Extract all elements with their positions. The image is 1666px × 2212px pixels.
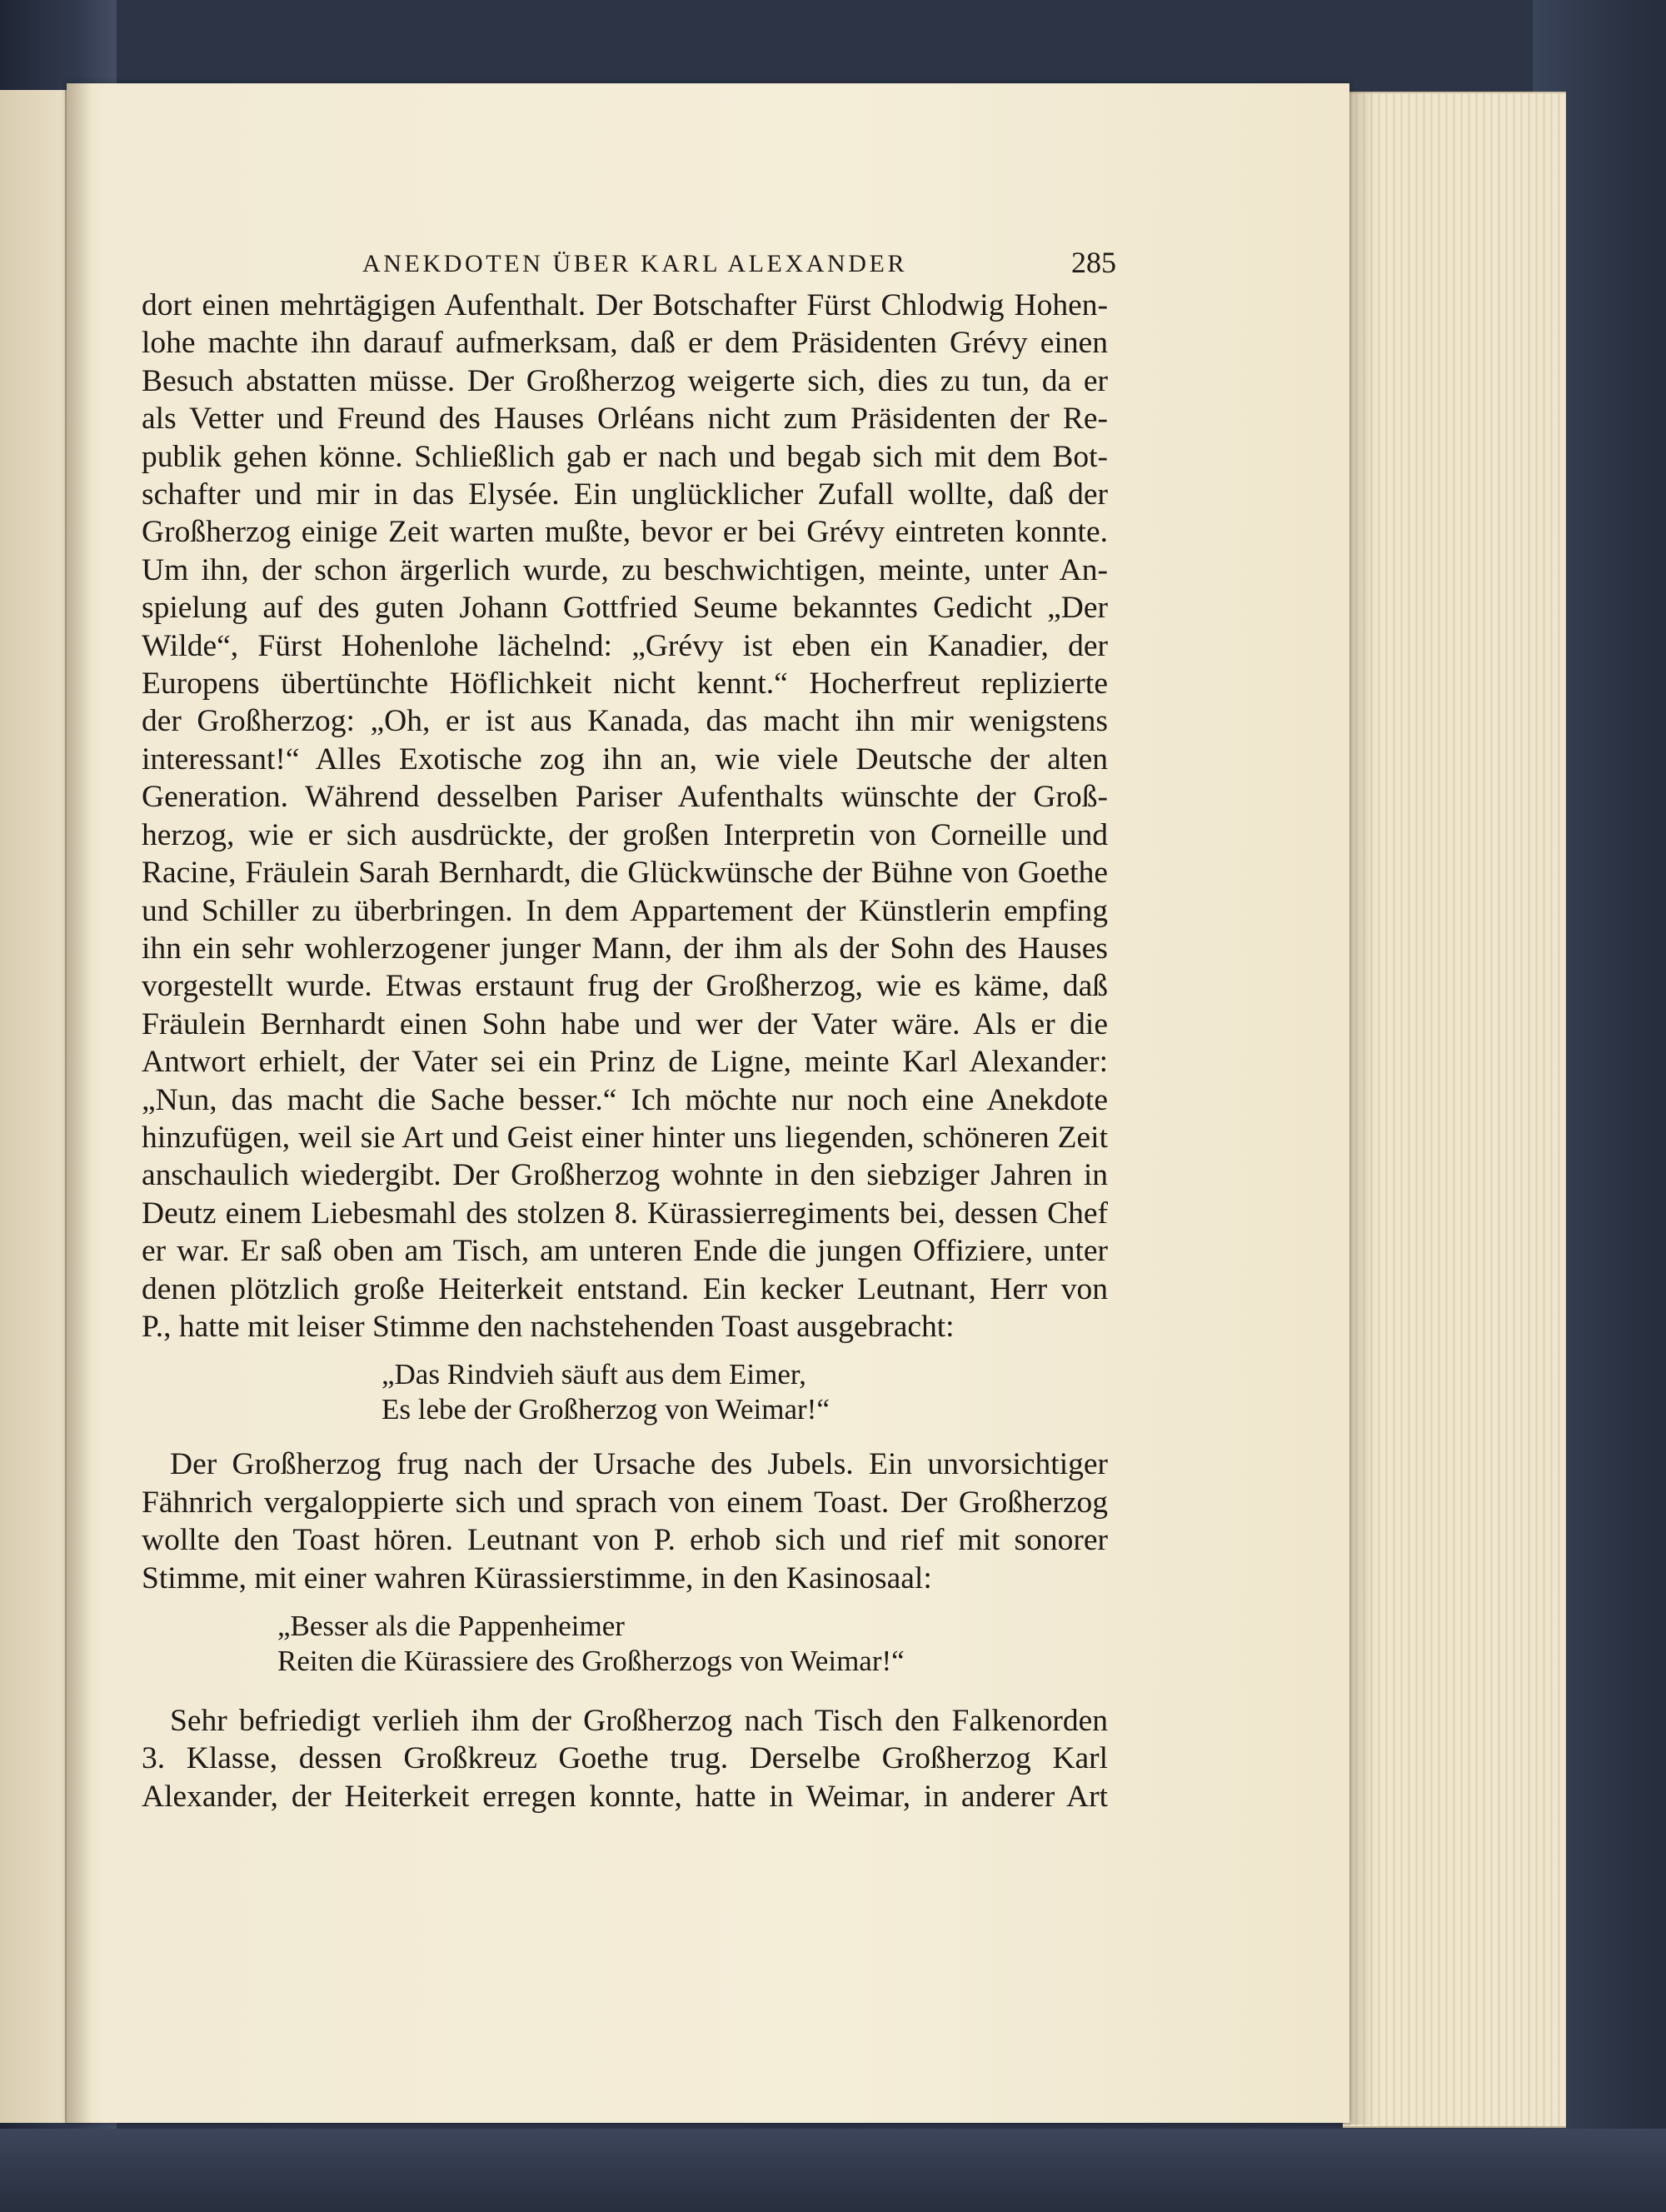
verse-2-line: Reiten die Kürassiere des Großherzogs von Weimar!“ — [277, 1645, 905, 1677]
paragraph-2-line: Stimme, mit einer wahren Kürassierstimme, in den Kasinosaal: — [142, 1560, 932, 1595]
paragraph-1-line: dort einen mehrtägigen Aufenthalt. Der Botschafter Fürst Chlodwig Hohen- — [142, 288, 1108, 322]
paragraph-1-line: lohe machte ihn darauf aufmerksam, daß er dem Präsidenten Grévy einen — [142, 326, 1108, 361]
paragraph-1-line: vorgestellt wurde. Etwas erstaunt frug der Großherzog, wie es käme, daß — [142, 969, 1108, 1004]
paragraph-1-line: spielung auf des guten Johann Gottfried Seume bekanntes Gedicht „Der — [142, 591, 1108, 626]
paragraph-1-line: Wilde“, Fürst Hohenlohe lächelnd: „Grévy ist eben ein Kanadier, der — [142, 628, 1108, 663]
paragraph-2-line: wollte den Toast hören. Leutnant von P. erhob sich und rief mit sonorer — [142, 1523, 1108, 1558]
paragraph-1-line: hinzufügen, weil sie Art und Geist einer hinter uns liegenden, schöneren Zeit — [142, 1120, 1108, 1155]
paragraph-1-line: herzog, wie er sich ausdrückte, der großen Interpretin von Corneille und — [142, 817, 1108, 852]
paragraph-1-line: Besuch abstatten müsse. Der Großherzog weigerte sich, dies zu tun, da er — [142, 363, 1108, 398]
paragraph-1-line: Generation. Während desselben Pariser Aufenthalts wünschte der Groß- — [142, 780, 1108, 815]
paragraph-3-line: 3. Klasse, dessen Großkreuz Goethe trug. Derselbe Großherzog Karl — [142, 1741, 1108, 1776]
verse-toast-1 — [142, 1357, 1108, 1427]
paragraph-1-line: er war. Er saß oben am Tisch, am unteren Ende die jungen Offiziere, unter — [142, 1234, 1108, 1269]
paragraph-1-line: denen plötzlich große Heiterkeit entstand. Ein kecker Leutnant, Herr von — [142, 1271, 1108, 1306]
paragraph-1-line: schafter und mir in das Elysée. Ein unglücklicher Zufall wollte, daß der — [142, 477, 1108, 512]
page-number: 285 — [1071, 246, 1116, 279]
page-gutter-shadow — [67, 83, 92, 2123]
paragraph-1-line: als Vetter und Freund des Hauses Orléans nicht zum Präsidenten der Re- — [142, 402, 1108, 437]
page-content — [142, 243, 1116, 1815]
paragraph-1-line: „Nun, das macht die Sache besser.“ Ich möchte nur noch eine Anekdote — [142, 1082, 1108, 1117]
paragraph-3-line: Sehr befriedigt verlieh ihm der Großherzog nach Tisch den Falkenorden — [170, 1704, 1108, 1738]
paragraph-2-line: Fähnrich vergaloppierte sich und sprach von einem Toast. Der Großherzog — [142, 1485, 1108, 1520]
book-cover-bottom — [0, 2129, 1666, 2212]
paragraph-1-line: und Schiller zu überbringen. In dem Appartement der Künstlerin empfing — [142, 893, 1108, 928]
paragraph-1-line: ihn ein sehr wohlerzogener junger Mann, der ihm als der Sohn des Hauses — [142, 931, 1108, 966]
facing-page-edge — [0, 90, 67, 2123]
paragraph-2-line: Der Großherzog frug nach der Ursache des Jubels. Ein unvorsichtiger — [170, 1447, 1108, 1482]
paragraph-1 — [142, 287, 1108, 1346]
running-head-title: ANEKDOTEN ÜBER KARL ALEXANDER — [362, 250, 908, 277]
paragraph-1-line: Um ihn, der schon ärgerlich wurde, zu beschwichtigen, meinte, unter An- — [142, 552, 1108, 587]
paragraph-1-line: anschaulich wiedergibt. Der Großherzog wohnte in den siebziger Jahren in — [142, 1158, 1108, 1193]
page-stack-edges — [1343, 92, 1566, 2128]
paragraph-2 — [142, 1446, 1108, 1597]
paragraph-3 — [142, 1702, 1108, 1815]
verse-1-line: Es lebe der Großherzog von Weimar!“ — [382, 1393, 830, 1426]
verse-1-line: „Das Rindvieh säuft aus dem Eimer, — [382, 1358, 806, 1391]
paragraph-1-line: publik gehen könne. Schließlich gab er nach und begab sich mit dem Bot- — [142, 439, 1108, 474]
paragraph-1-line: P., hatte mit leiser Stimme den nachstehenden Toast ausgebracht: — [142, 1309, 955, 1344]
verse-2-line: „Besser als die Pappenheimer — [277, 1610, 625, 1642]
paragraph-1-line: der Großherzog: „Oh, er ist aus Kanada, das macht ihn mir wenigstens — [142, 704, 1108, 739]
paragraph-1-line: interessant!“ Alles Exotische zog ihn an, wie viele Deutsche der alten — [142, 741, 1108, 776]
paragraph-1-line: Antwort erhielt, der Vater sei ein Prinz de Ligne, meinte Karl Alexander: — [142, 1045, 1108, 1080]
paragraph-1-line: Großherzog einige Zeit warten mußte, bevor er bei Grévy eintreten konnte. — [142, 515, 1108, 550]
running-head — [142, 243, 1116, 287]
paragraph-3-line: Alexander, der Heiterkeit erregen konnte, hatte in Weimar, in anderer Art — [142, 1779, 1108, 1814]
paragraph-1-line: Fräulein Bernhardt einen Sohn habe und wer der Vater wäre. Als er die — [142, 1006, 1108, 1041]
paragraph-1-line: Racine, Fräulein Sarah Bernhardt, die Glückwünsche der Bühne von Goethe — [142, 856, 1108, 891]
paragraph-1-line: Europens übertünchte Höflichkeit nicht kennt.“ Hocherfreut replizierte — [142, 667, 1108, 702]
verse-toast-2 — [142, 1609, 1108, 1679]
paragraph-1-line: Deutz einem Liebesmahl des stolzen 8. Kürassierregiments bei, dessen Chef — [142, 1196, 1108, 1231]
